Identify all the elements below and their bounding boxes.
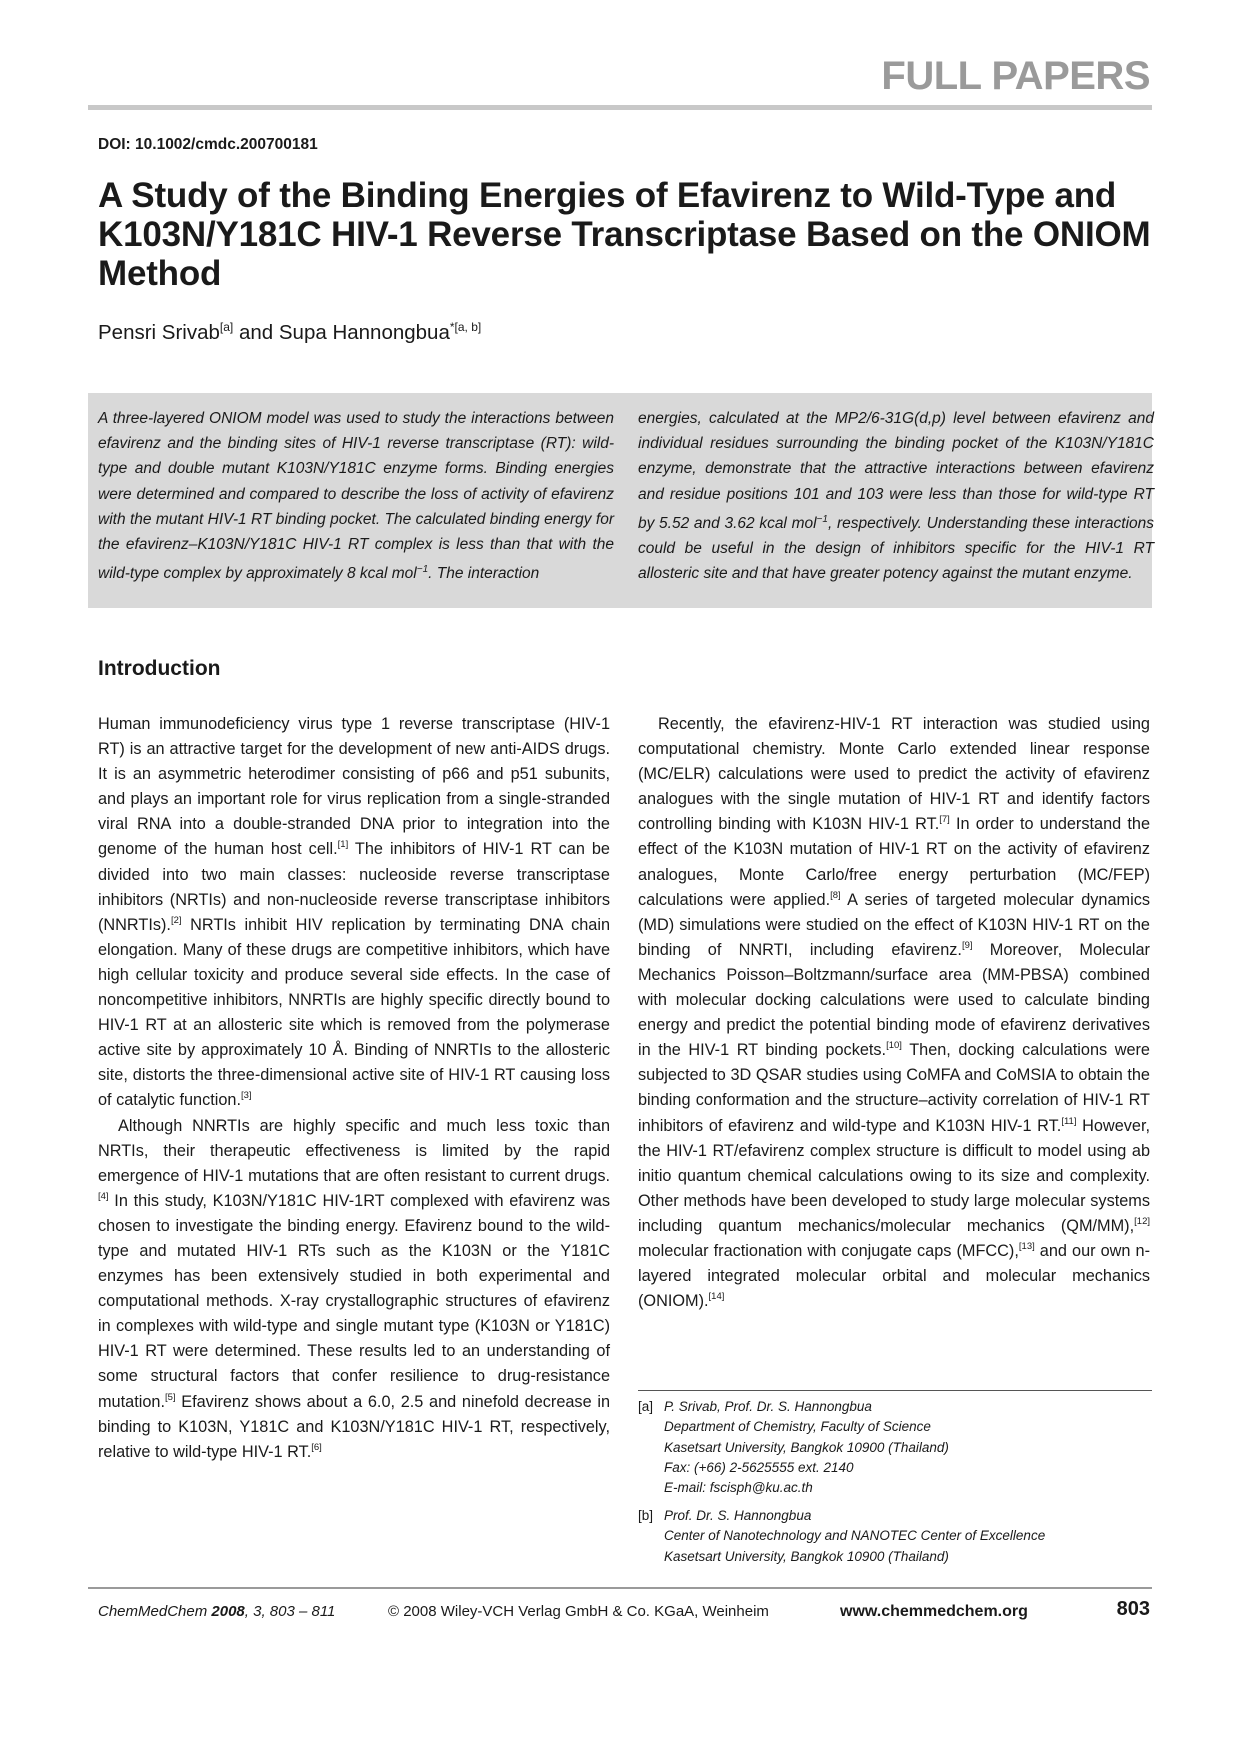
unit-exponent: −1	[816, 513, 828, 525]
unit-exponent: −1	[416, 564, 429, 576]
paragraph-text: The inhibitors of HIV-1 RT can be divided into two main classes: nucleoside reverse transcriptase inhibitors (NRTIs) and non-nucleoside reverse transcriptase inhibitors (NNRTIs).	[98, 840, 610, 934]
paragraph-text: NRTIs inhibit HIV replication by terminating DNA chain elongation. Many of these drugs are competitive inhibitors, which have high cellular toxicity and produce several side effects. In the case of noncompetitive inhibitors, NNRTIs are highly specific directly bound to HIV-1 RT at an allosteric site which is removed from the polymerase active site by approximately 10 Å. Binding of NNRTIs to the allosteric site, distorts the three-dimensional active site of HIV-1 RT causing loss of catalytic function.	[98, 915, 610, 1110]
body-left-column	[98, 712, 610, 1465]
affiliation-line: Prof. Dr. S. Hannongbua	[664, 1508, 812, 1523]
citation-ref[interactable]: [9]	[961, 939, 973, 951]
affiliation-email[interactable]: E-mail: fscisph@ku.ac.th	[664, 1480, 813, 1496]
author-line	[98, 320, 481, 345]
author-name: Supa Hannongbua	[278, 321, 450, 344]
affiliation-line: Department of Chemistry, Faculty of Science	[664, 1419, 931, 1435]
citation-ref[interactable]: [1]	[337, 839, 349, 851]
paragraph-text: and our own n-layered integrated molecular orbital and molecular mechanics (ONIOM).	[638, 1241, 1150, 1311]
affiliation-b	[638, 1506, 1152, 1567]
section-heading: Introduction	[98, 657, 221, 680]
citation-ref[interactable]: [2]	[170, 914, 182, 926]
citation-ref[interactable]: [3]	[241, 1090, 252, 1102]
abstract-text: , respectively. Understanding these interactions could be useful in the design of inhibitors specific for the HIV-1 RT allosteric site and that have greater potency against the mutant enzyme.	[638, 514, 1154, 583]
affiliation-line: Kasetsart University, Bangkok 10900 (Thailand)	[664, 1548, 949, 1564]
journal-year: 2008	[211, 1603, 245, 1620]
body-right-column	[638, 712, 1150, 1314]
article-title: A Study of the Binding Energies of Efavirenz to Wild-Type and K103N/Y181C HIV-1 Reverse Transcriptase Based on the ONIOM Method	[98, 176, 1151, 293]
author-conjunction: and	[233, 321, 279, 344]
citation-ref[interactable]: [12]	[1134, 1215, 1150, 1227]
paragraph-text: Human immunodeficiency virus type 1 reverse transcriptase (HIV-1 RT) is an attractive target for the development of new anti-AIDS drugs. It is an asymmetric heterodimer consisting of p66 and p51 subunits, and plays an important role for virus replication from a single-stranded viral RNA into a double-stranded DNA prior to integration into the genome of the human host cell.	[98, 715, 610, 859]
footer-rule	[88, 1587, 1152, 1589]
citation-ref[interactable]: [6]	[311, 1441, 322, 1453]
footer-citation	[98, 1603, 335, 1620]
citation-ref[interactable]: [5]	[164, 1391, 176, 1403]
author-affiliation-mark: [a]	[219, 320, 234, 334]
paragraph-text: However, the HIV-1 RT/efavirenz complex structure is difficult to model using ab initio quantum chemical calculations owing to its size and complexity. Other methods have been developed to study large molecular systems including quantum mechanics/molecular mechanics (QM/MM),	[638, 1116, 1150, 1235]
citation-ref[interactable]: [14]	[708, 1291, 725, 1303]
author-name: Pensri Srivab	[98, 321, 220, 344]
header-rule	[88, 105, 1152, 110]
copyright-notice: © 2008 Wiley-VCH Verlag GmbH & Co. KGaA, Weinheim	[388, 1603, 769, 1620]
abstract-right-column	[638, 406, 1154, 586]
citation-ref[interactable]: [4]	[98, 1190, 109, 1202]
citation-ref[interactable]: [10]	[886, 1040, 902, 1052]
paragraph	[98, 1114, 610, 1465]
abstract-text: A three-layered ONIOM model was used to study the interactions between efavirenz and the binding sites of HIV-1 reverse transcriptase (RT): wild-type and double mutant K103N/Y181C enzyme forms. Binding energies were determined and compared to describe the loss of activity of efavirenz with the mutant HIV-1 RT binding pocket. The calculated binding energy for the efavirenz–K103N/Y181C HIV-1 RT complex is less than that with the wild-type complex by approximately 8 kcal mol	[98, 410, 614, 583]
journal-name: ChemMedChem	[98, 1603, 208, 1620]
paragraph-text: molecular fractionation with conjugate caps (MFCC),	[638, 1241, 1019, 1260]
paragraph-text: Efavirenz shows about a 6.0, 2.5 and ninefold decrease in binding to K103N, Y181C and K103N/Y181C HIV-1 RT, respectively, relative to wild-type HIV-1 RT.	[98, 1392, 610, 1461]
journal-website-link[interactable]: www.chemmedchem.org	[840, 1603, 1028, 1620]
affiliation-line: P. Srivab, Prof. Dr. S. Hannongbua	[664, 1399, 872, 1414]
citation-ref[interactable]: [7]	[939, 814, 950, 826]
affiliation-line: Fax: (+66) 2-5625555 ext. 2140	[664, 1459, 854, 1475]
paragraph-text: Recently, the efavirenz-HIV-1 RT interaction was studied using computational chemistry. Monte Carlo extended linear response (MC/ELR) calculations were used to predict the activity of efavirenz analogues with the single mutation of HIV-1 RT and identify factors controlling binding with K103N HIV-1 RT.	[638, 715, 1150, 834]
doi[interactable]: DOI: 10.1002/cmdc.200700181	[98, 136, 318, 153]
citation-ref[interactable]: [8]	[830, 889, 841, 901]
journal-volume-pages: , 3, 803 – 811	[244, 1603, 336, 1620]
abstract-text: energies, calculated at the MP2/6-31G(d,p) level between efavirenz and individual residues surrounding the binding pocket of the K103N/Y181C enzyme, demonstrate that the attractive interactions between efavirenz and residue positions 101 and 103 were less than those for wild-type RT by 5.52 and 3.62 kcal mol	[638, 410, 1154, 532]
paragraph-text: In this study, K103N/Y181C HIV-1RT complexed with efavirenz was chosen to investigate the binding energy. Efavirenz bound to the wild-type and mutated HIV-1 RTs such as the K103N or the Y181C enzymes has been extensively studied in both experimental and computational methods. X-ray crystallographic structures of efavirenz in complexes with wild-type and single mutant type (K103N or Y181C) HIV-1 RT were determined. These results led to an understanding of some structural factors that confer resilience to drug-resistance mutation.	[98, 1191, 610, 1411]
paragraph	[638, 712, 1150, 1314]
affiliation-a	[638, 1397, 1152, 1498]
affiliation-line: Center of Nanotechnology and NANOTEC Center of Excellence	[664, 1528, 1046, 1544]
author-affiliation-mark: *[a, b]	[449, 320, 482, 334]
page-number: 803	[1116, 1598, 1150, 1620]
citation-ref[interactable]: [11]	[1061, 1115, 1077, 1127]
paragraph	[98, 712, 610, 1114]
affiliation-tag: [a]	[638, 1399, 654, 1414]
paragraph-text: Then, docking calculations were subjected to 3D QSAR studies using CoMFA and CoMSIA to obtain the binding conformation and the structure–activity correlation of HIV-1 RT inhibitors of efavirenz and wild-type and K103N HIV-1 RT.	[638, 1041, 1150, 1135]
paragraph-text: A series of targeted molecular dynamics (MD) simulations were studied on the effect of K103N HIV-1 RT on the binding of NNRTI, including efavirenz.	[638, 890, 1150, 959]
paragraph-text: Moreover, Molecular Mechanics Poisson–Boltzmann/surface area (MM-PBSA) combined with molecular docking calculations were used to calculate binding energy and predict the potential binding mode of efavirenz derivatives in the HIV-1 RT binding pockets.	[638, 940, 1150, 1060]
paragraph-text: In order to understand the effect of the K103N mutation of HIV-1 RT on the activity of efavirenz analogues, Monte Carlo/free energy perturbation (MC/FEP) calculations were applied.	[638, 815, 1150, 909]
section-label: FULL PAPERS	[881, 54, 1150, 98]
paragraph-text: Although NNRTIs are highly specific and much less toxic than NRTIs, their therapeutic effectiveness is limited by the rapid emergence of HIV-1 mutations that are often resistant to current drugs.	[98, 1116, 610, 1185]
abstract-text: . The interaction	[428, 565, 540, 583]
affiliation-line: Kasetsart University, Bangkok 10900 (Thailand)	[664, 1439, 949, 1455]
citation-ref[interactable]: [13]	[1018, 1240, 1035, 1252]
abstract-left-column	[98, 406, 614, 586]
affiliation-tag: [b]	[638, 1508, 654, 1523]
affiliation-rule	[638, 1390, 1152, 1391]
